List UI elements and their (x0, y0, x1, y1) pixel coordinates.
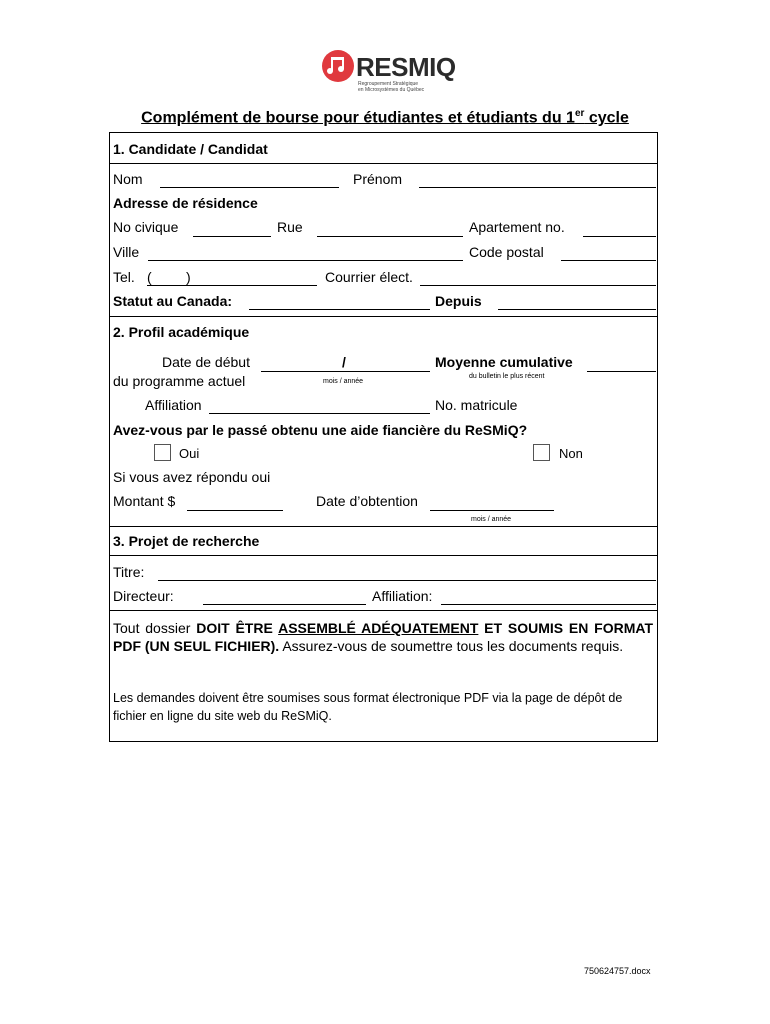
page-title: Complément de bourse pour étudiantes et étudiants du 1er cycle (141, 108, 629, 127)
date-debut-label: Date de début (162, 354, 250, 370)
date-obtention-field[interactable] (430, 510, 554, 511)
divider (109, 526, 658, 527)
divider (109, 555, 658, 556)
titre-field[interactable] (158, 580, 656, 581)
divider (109, 163, 658, 164)
depuis-label: Depuis (435, 293, 482, 309)
tel-paren-close: ) (186, 269, 191, 285)
submission-note: Les demandes doivent être soumises sous format électronique PDF via la page de dépôt de fichier en ligne du site web du ReSMiQ. (113, 691, 623, 723)
prenom-field[interactable] (419, 187, 656, 188)
no-civique-field[interactable] (193, 236, 271, 237)
statut-label: Statut au Canada: (113, 293, 233, 309)
apartement-label: Apartement no. (469, 219, 565, 235)
rue-field[interactable] (317, 236, 463, 237)
non-label: Non (559, 446, 583, 461)
tel-label: Tel. (113, 269, 135, 285)
resmiq-logo (322, 48, 456, 98)
nom-field[interactable] (160, 187, 339, 188)
montant-label: Montant $ (113, 493, 176, 509)
date-slash: / (342, 354, 346, 370)
programme-label: du programme actuel (113, 373, 246, 389)
instructions-paragraph: Tout dossier DOIT ÊTRE ASSEMBLÉ ADÉQUATEMENT ET SOUMIS EN FORMAT PDF (UN SEUL FICHIER). Assurez-vous de soumettre tous les documents requis. (113, 620, 654, 654)
tel-field[interactable] (147, 285, 317, 286)
section-3-heading: 3. Projet de recherche (113, 533, 260, 549)
mois-annee-hint: mois / année (323, 378, 364, 385)
bulletin-hint: du bulletin le plus récent (469, 373, 545, 380)
non-checkbox[interactable] (533, 444, 550, 461)
affiliation-field[interactable] (209, 413, 430, 414)
date-obtention-label: Date d’obtention (316, 493, 418, 509)
logo-tagline: Regroupement Stratégique en Microsystèmes du Québec (358, 81, 425, 93)
code-postal-label: Code postal (469, 244, 544, 260)
matricule-label: No. matricule (435, 397, 518, 413)
divider (109, 316, 658, 317)
montant-field[interactable] (187, 510, 283, 511)
prenom-label: Prénom (353, 171, 403, 187)
adresse-heading: Adresse de résidence (113, 195, 258, 211)
apartement-field[interactable] (583, 236, 656, 237)
moyenne-field[interactable] (587, 371, 656, 372)
moyenne-label: Moyenne cumulative (435, 354, 573, 370)
directeur-label: Directeur: (113, 588, 174, 604)
mois-annee-hint-2: mois / année (471, 516, 512, 523)
affiliation-projet-field[interactable] (441, 604, 656, 605)
divider (109, 610, 658, 611)
logo-wordmark: RESMIQ (356, 52, 456, 82)
code-postal-field[interactable] (561, 260, 656, 261)
aide-question: Avez-vous par le passé obtenu une aide fiancière du ReSMiQ? (113, 422, 528, 438)
music-note-logo-icon (322, 50, 354, 82)
oui-checkbox[interactable] (154, 444, 171, 461)
no-civique-label: No civique (113, 219, 179, 235)
ville-field[interactable] (148, 260, 463, 261)
si-oui-label: Si vous avez répondu oui (113, 469, 271, 485)
courrier-field[interactable] (420, 285, 656, 286)
directeur-field[interactable] (203, 604, 366, 605)
affiliation-label: Affiliation (145, 397, 202, 413)
section-1-heading: 1. Candidate / Candidat (113, 141, 268, 157)
date-debut-field[interactable] (261, 371, 430, 372)
oui-label: Oui (179, 446, 200, 461)
courrier-label: Courrier élect. (325, 269, 413, 285)
ville-label: Ville (113, 244, 140, 260)
tel-paren-open: ( (147, 269, 152, 285)
affiliation-projet-label: Affiliation: (372, 588, 433, 604)
depuis-field[interactable] (498, 309, 656, 310)
document-filename: 750624757.docx (584, 966, 651, 976)
titre-label: Titre: (113, 564, 145, 580)
nom-label: Nom (113, 171, 143, 187)
rue-label: Rue (277, 219, 303, 235)
section-2-heading: 2. Profil académique (113, 324, 250, 340)
statut-field[interactable] (249, 309, 430, 310)
